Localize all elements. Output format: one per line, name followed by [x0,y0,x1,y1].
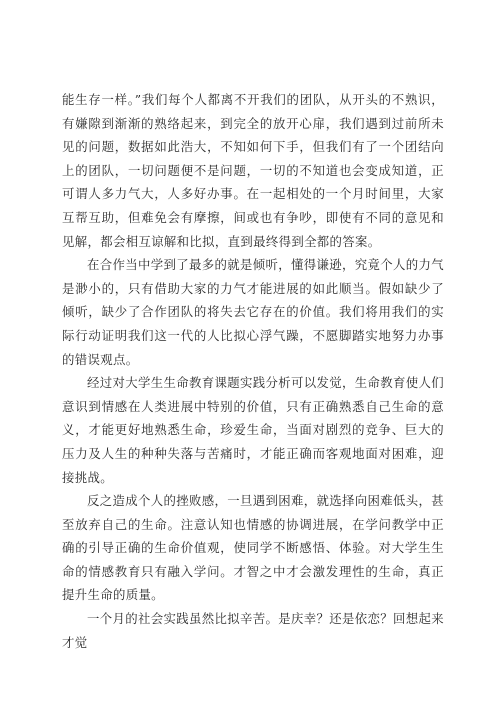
paragraph-2: 在合作当中学到了最多的就是倾听，懂得谦逊，究竟个人的力气是渺小的，只有借助大家的力气才能进展的如此顺当。假如缺少了倾听，缺少了合作团队的将失去它存在的价值。我们将用我们的实际行动证明我们这一代的人比拟心浮气躁，不愿脚踏实地努力办事的错误观点。 [62,257,444,367]
paragraph-3: 经过对大学生生命教育课题实践分析可以发觉，生命教育使人们意识到情感在人类进展中特别的价值，只有正确熟悉自己生命的意义，才能更好地熟悉生命，珍爱生命，当面对剧烈的竞争、巨大的压力及人生的种种失落与苦痛时，才能正确而客观地面对困难，迎接挑战。 [62,375,444,485]
paragraph-1: 能生存一样。”我们每个人都离不开我们的团队，从开头的不熟识，有嫌隙到渐渐的熟络起来，到完全的放开心扉，我们遇到过前所未见的问题，数据如此浩大，不知如何下手，但我们有了一个团结向上的团队，一切问题便不是问题，一切的不知道也会变成知道，正可谓人多力气大，人多好办事。在一起相处的一个月时间里，大家互帮互助，但难免会有摩擦，间或也有争吵，即使有不同的意见和见解，都会相互谅解和比拟，直到最终得到全都的答案。 [62,92,444,249]
paragraph-5: 一个月的社会实践虽然比拟辛苦。是庆幸？还是依恋？回想起来才觉 [62,611,444,650]
document-body [62,88,444,654]
paragraph-4: 反之造成个人的挫败感，一旦遇到困难，就选择向困难低头，甚至放弃自己的生命。注意认知也情感的协调进展，在学问教学中正确的引导正确的生命价值观，使同学不断感悟、体验。对大学生生命的情感教育只有融入学问。才智之中才会激发理性的生命，真正提升生命的质量。 [62,493,444,603]
